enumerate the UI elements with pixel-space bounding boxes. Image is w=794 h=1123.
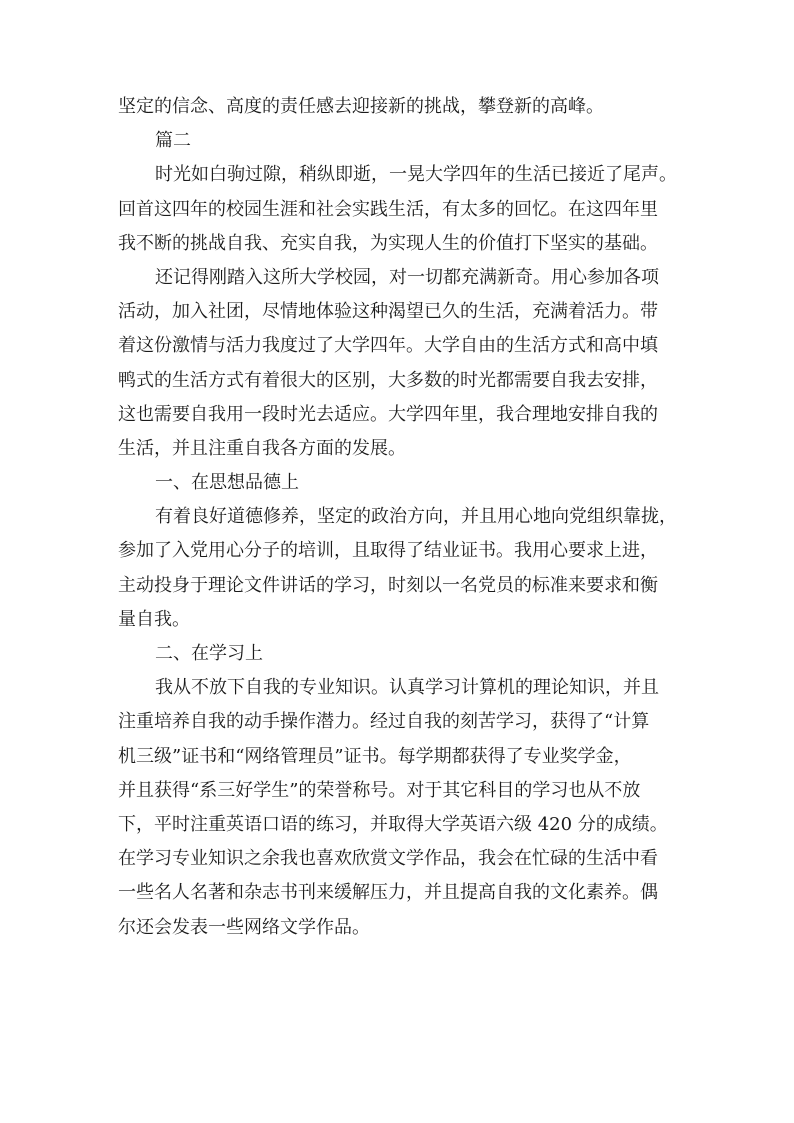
text-line: 时光如白驹过隙，稍纵即逝，一晃大学四年的生活已接近了尾声。	[155, 164, 677, 186]
text-line: 活动，加入社团，尽情地体验这种渴望已久的生活，充满着活力。带	[118, 301, 658, 323]
text-line: 着这份激情与活力我度过了大学四年。大学自由的生活方式和高中填	[118, 335, 658, 357]
section-heading: 二、在学习上	[155, 643, 263, 664]
section-heading: 一、在思想品德上	[155, 472, 299, 494]
text-line: 在学习专业知识之余我也喜欢欣赏文学作品，我会在忙碌的生活中看	[118, 848, 658, 870]
document-body	[118, 90, 696, 945]
text-line: 生活，并且注重自我各方面的发展。	[118, 437, 406, 459]
text-line: 主动投身于理论文件讲话的学习，时刻以一名党员的标准来要求和衡	[118, 574, 658, 596]
text-line: 回首这四年的校园生涯和社会实践生活，有太多的回忆。在这四年里	[118, 198, 658, 220]
text-line: 我不断的挑战自我、充实自我，为实现人生的价值打下坚实的基础。	[118, 232, 658, 254]
text-line: 这也需要自我用一段时光去适应。大学四年里，我合理地安排自我的	[118, 403, 658, 425]
text-line: 量自我。	[118, 608, 190, 630]
text-line: 尔还会发表一些网络文学作品。	[118, 916, 370, 938]
text-line: 一些名人名著和杂志书刊来缓解压力，并且提高自我的文化素养。偶	[118, 882, 658, 904]
text-line: 鸭式的生活方式有着很大的区别，大多数的时光都需要自我去安排，	[118, 369, 658, 391]
text-line: 我从不放下自我的专业知识。认真学习计算机的理论知识，并且	[155, 677, 659, 699]
text-line: 机三级”证书和“网络管理员”证书。每学期都获得了专业奖学金，	[118, 745, 632, 767]
text-line: 下，平时注重英语口语的练习，并取得大学英语六级 420 分的成绩。	[118, 813, 668, 835]
text-line: 并且获得“系三好学生”的荣誉称号。对于其它科目的学习也从不放	[118, 779, 641, 801]
text-line: 坚定的信念、高度的责任感去迎接新的挑战，攀登新的高峰。	[118, 96, 604, 117]
text-line: 有着良好道德修养，坚定的政治方向，并且用心地向党组织靠拢，	[155, 506, 677, 528]
text-line: 注重培养自我的动手操作潜力。经过自我的刻苦学习，获得了“计算	[118, 711, 650, 733]
text-line: 参加了入党用心分子的培训，且取得了结业证书。我用心要求上进，	[118, 540, 658, 562]
text-line: 还记得刚踏入这所大学校园，对一切都充满新奇。用心参加各项	[155, 266, 659, 288]
section-heading: 篇二	[155, 130, 191, 152]
